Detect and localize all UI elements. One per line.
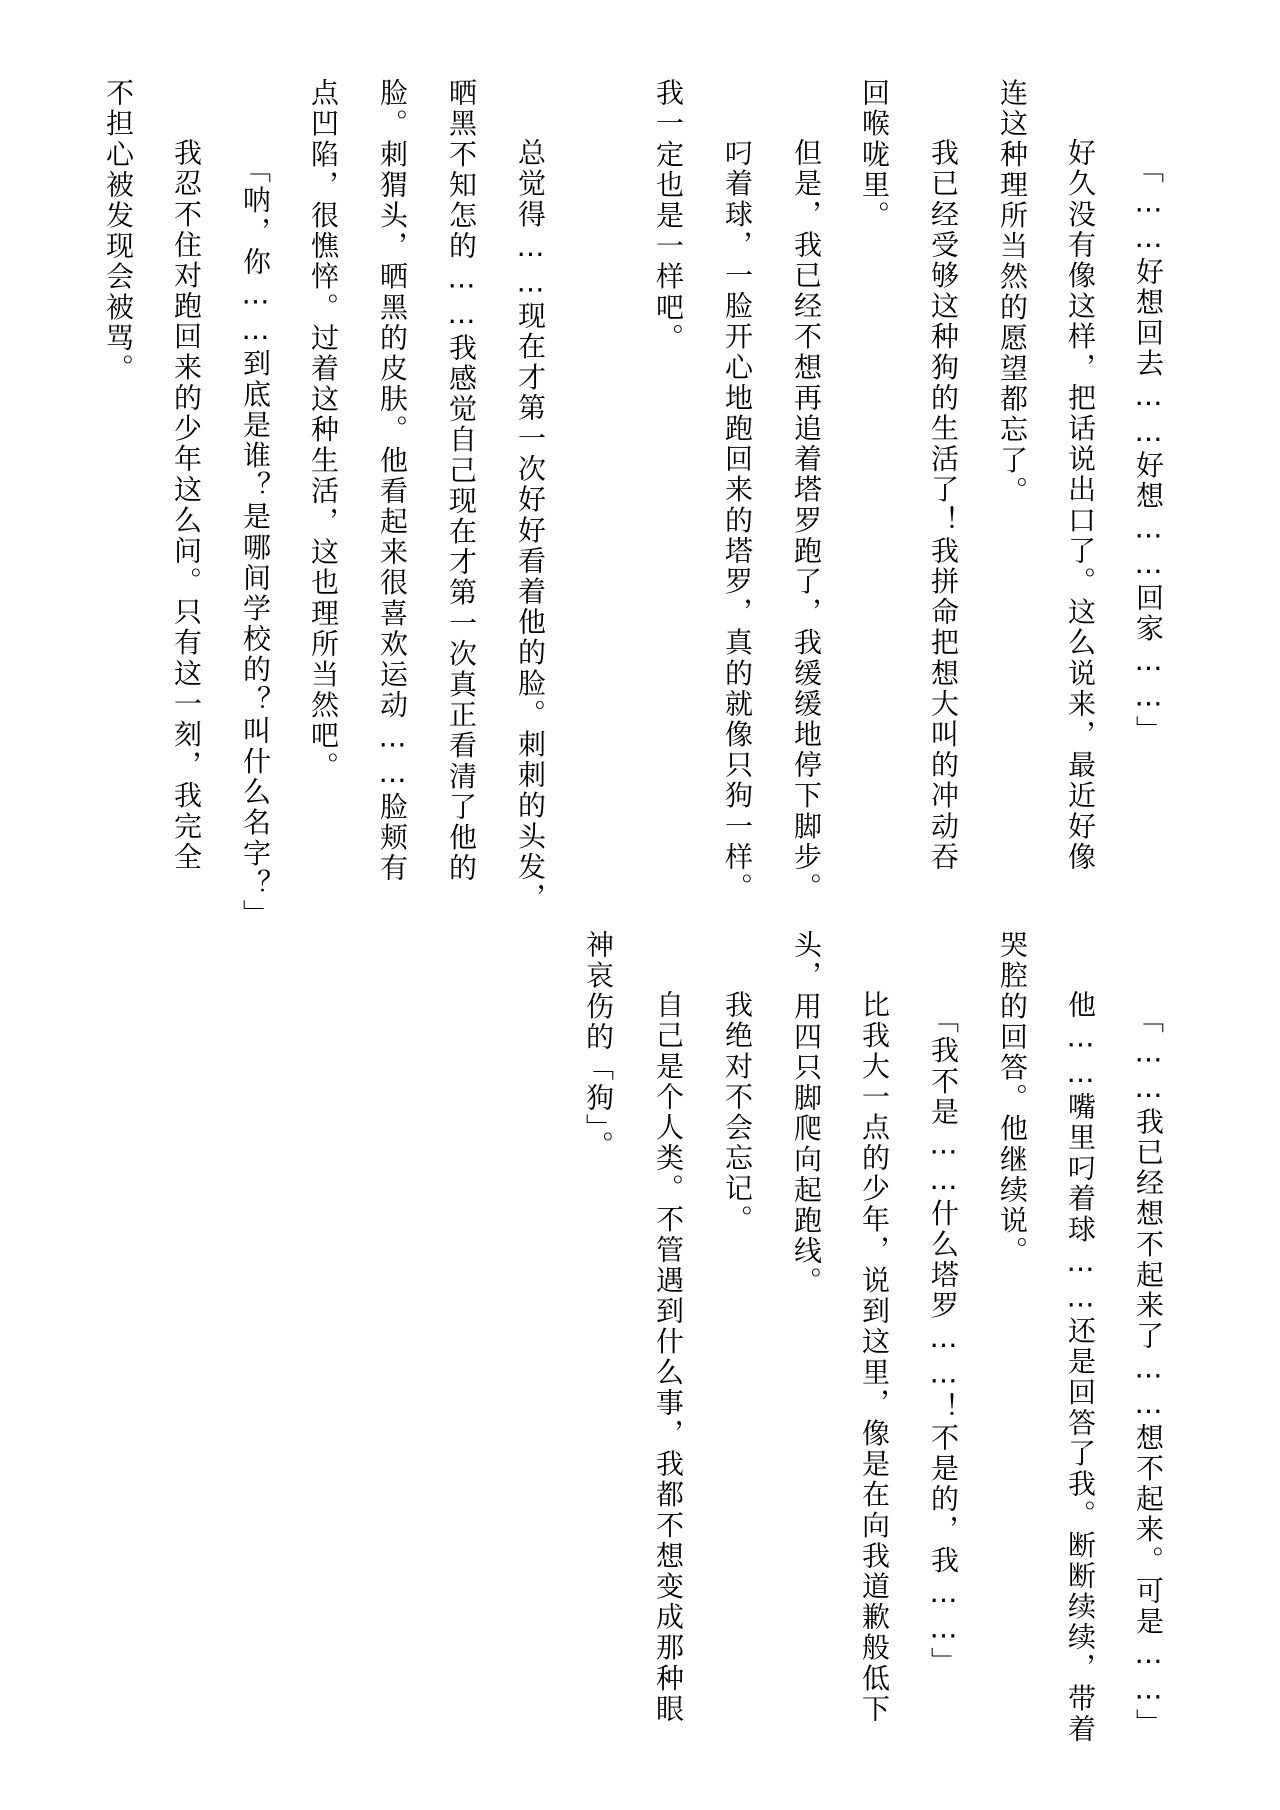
text-column: 比我大一点的少年，说到这里，像是在向我道歉般低下 [858,990,891,1725]
text-column: 叼着球，一脸开心地跑回来的塔罗，真的就像只狗一样。 [721,138,754,903]
text-column: 脸。刺猬头，晒黑的皮肤。他看起来很喜欢运动……脸颊有 [376,78,409,884]
text-column: 「……我已经想不起来了……想不起来。可是……」 [1132,1005,1165,1739]
text-column: 晒黑不知怎的……我感觉自己现在才第一次真正看清了他的 [445,78,478,884]
text-column: 我一定也是一样吧。 [652,78,685,354]
text-column: 神哀伤的「狗」。 [582,930,615,1161]
text-column: 我绝对不会忘记。 [721,990,754,1235]
text-column: 但是，我已经不想再追着塔罗跑了，我缓缓地停下脚步。 [790,138,823,903]
text-column: 头，用四只脚爬向起跑线。 [790,930,823,1298]
text-column: 不担心被发现会被骂。 [102,78,135,384]
text-column: 自己是个人类。不管遇到什么事，我都不想变成那种眼 [652,990,685,1725]
text-column: 总觉得……现在才第一次好好看着他的脸。刺刺的头发， [514,138,547,913]
text-column: 回喉咙里。 [858,78,891,231]
text-column: 连这种理所当然的愿望都忘了。 [996,78,1029,507]
text-column: 点凹陷，很憔悴。过着这种生活，这也理所当然吧。 [307,78,340,782]
text-column: 「我不是……什么塔罗……！不是的，我……」 [927,1005,960,1678]
text-column: 我忍不住对跑回来的少年这么问。只有这一刻，我完全 [170,138,203,873]
text-column: 「……好想回去……好想……回家……」 [1132,155,1165,746]
text-column: 好久没有像这样，把话说出口了。这么说来，最近好像 [1064,138,1097,873]
text-column: 「呐，你……到底是谁？是哪间学校的？叫什么名字？」 [239,155,272,930]
text-column: 他……嘴里叼着球……还是回答了我。断断续续，带着 [1064,990,1097,1745]
text-column: 我已经受够这种狗的生活了！我拼命把想大叫的冲动吞 [927,138,960,873]
text-column: 哭腔的回答。他继续说。 [996,930,1029,1267]
